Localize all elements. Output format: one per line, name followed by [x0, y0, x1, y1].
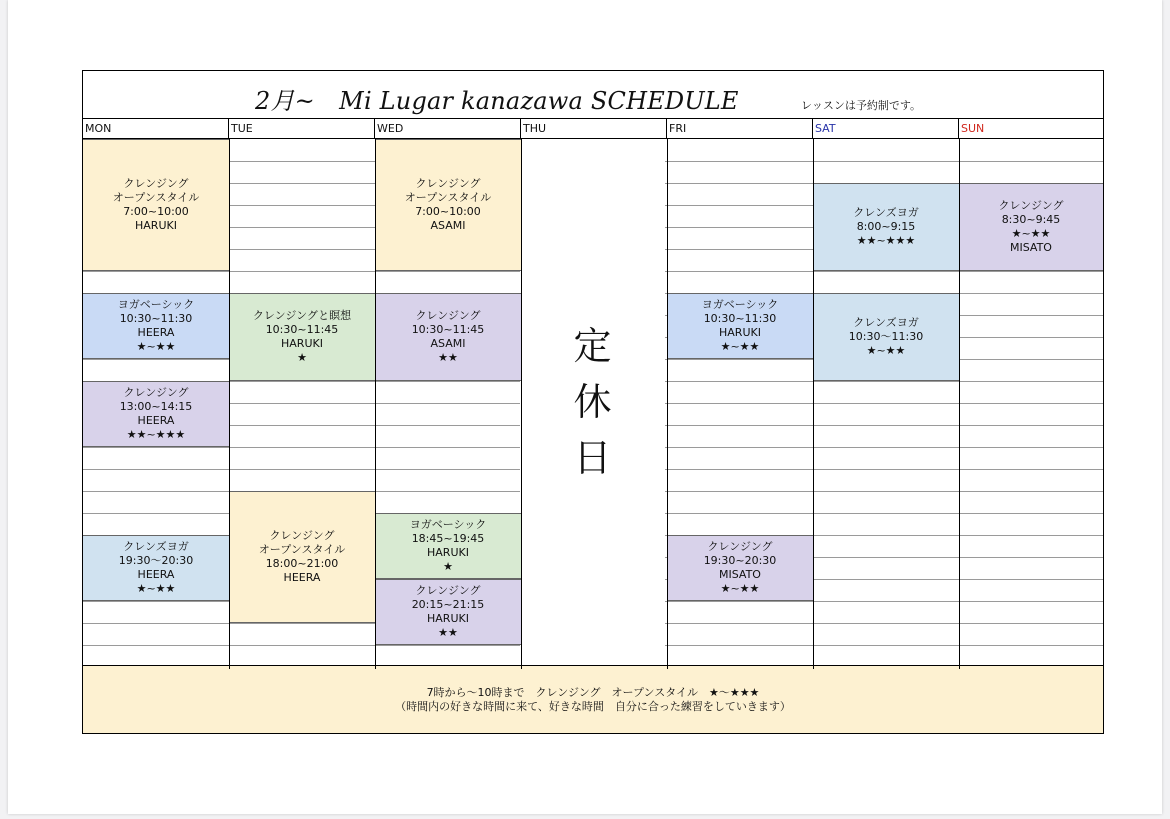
lesson-instructor: HEERA: [137, 326, 175, 339]
schedule-sheet: [82, 70, 1104, 734]
lesson-instructor: ASAMI: [430, 219, 466, 232]
grid-column-line: [521, 139, 522, 669]
lesson-title: クレンズヨガ: [853, 206, 919, 219]
lesson-title: クレンズヨガ: [853, 316, 919, 329]
lesson-instructor: HARUKI: [427, 546, 469, 559]
lesson-tue-1: [229, 293, 375, 381]
lesson-title: クレンジング: [415, 309, 481, 322]
lesson-title: クレンズヨガ: [123, 540, 189, 553]
lesson-level: ★★: [438, 351, 458, 364]
grid-column-line: [959, 139, 960, 669]
weekday-header: [83, 119, 1103, 139]
lesson-instructor: ASAMI: [430, 337, 466, 350]
closed-char-2: 休: [573, 380, 612, 424]
lesson-mon-2: [83, 293, 229, 359]
lesson-tue-2: [229, 491, 375, 623]
lesson-sun-1: [959, 183, 1103, 271]
lesson-instructor: HEERA: [137, 414, 175, 427]
lesson-mon-4: [83, 535, 229, 601]
grid-column-line: [667, 139, 668, 669]
lesson-level: ★~★★: [720, 582, 760, 595]
lesson-level: ★★~★★★: [856, 234, 916, 247]
lesson-subtitle: オープンスタイル: [258, 543, 346, 556]
lesson-title: クレンジング: [415, 177, 481, 190]
lesson-time: 18:00~21:00: [265, 557, 339, 570]
day-header-fri: FRI: [667, 119, 813, 138]
lesson-sat-2: [813, 293, 959, 381]
schedule-grid: [83, 139, 1103, 665]
lesson-subtitle: オープンスタイル: [404, 191, 492, 204]
lesson-title: クレンジング: [707, 540, 773, 553]
lesson-time: 10:30～11:30: [848, 330, 924, 343]
day-header-wed: WED: [375, 119, 521, 138]
lesson-level: ★: [443, 560, 453, 573]
lesson-level: ★~★★: [136, 340, 176, 353]
footer-line-1: 7時から～10時まで クレンジング オープンスタイル ★～★★★: [426, 685, 760, 699]
grid-column-line: [229, 139, 230, 669]
lesson-level: ★★: [438, 626, 458, 639]
lesson-instructor: MISATO: [1010, 241, 1052, 254]
lesson-wed-3: [375, 513, 521, 579]
lesson-wed-1: [375, 139, 521, 271]
lesson-subtitle: オープンスタイル: [112, 191, 200, 204]
closed-char-1: 定: [573, 324, 612, 368]
document-page: [8, 0, 1162, 814]
lesson-title: ヨガベーシック: [701, 298, 779, 311]
lesson-instructor: HARUKI: [719, 326, 761, 339]
grid-column-line: [813, 139, 814, 669]
lesson-wed-2: [375, 293, 521, 381]
lesson-time: 10:30~11:30: [119, 312, 193, 325]
lesson-title: クレンジングと瞑想: [252, 309, 352, 322]
lesson-mon-3: [83, 381, 229, 447]
day-header-mon: MON: [83, 119, 229, 138]
lesson-time: 19:30～20:30: [118, 554, 194, 567]
lesson-time: 13:00~14:15: [119, 400, 193, 413]
lesson-instructor: HARUKI: [427, 612, 469, 625]
lesson-fri-1: [667, 293, 813, 359]
day-header-tue: TUE: [229, 119, 375, 138]
closed-day-thu: [520, 139, 665, 665]
grid-column-line: [375, 139, 376, 669]
lesson-instructor: HEERA: [137, 568, 175, 581]
footer-note: [83, 665, 1103, 733]
lesson-level: ★~★★: [136, 582, 176, 595]
lesson-level: ★~★★: [866, 344, 906, 357]
lesson-wed-4: [375, 579, 521, 645]
lesson-title: クレンジング: [123, 177, 189, 190]
lesson-time: 8:00~9:15: [856, 220, 916, 233]
lesson-title: ヨガベーシック: [409, 518, 487, 531]
day-header-sun: SUN: [961, 122, 985, 135]
lesson-instructor: HARUKI: [281, 337, 323, 350]
reservation-note: レッスンは予約制です。: [801, 99, 922, 112]
day-header-thu: THU: [521, 119, 667, 138]
footer-line-2: （時間内の好きな時間に来て、好きな時間 自分に合った練習をしていきます）: [395, 699, 791, 713]
lesson-mon-1: [83, 139, 229, 271]
lesson-instructor: HEERA: [283, 571, 321, 584]
lesson-time: 8:30~9:45: [1001, 213, 1061, 226]
lesson-title: クレンジング: [269, 529, 335, 542]
lesson-title: クレンジング: [415, 584, 481, 597]
lesson-time: 18:45~19:45: [411, 532, 485, 545]
lesson-title: ヨガベーシック: [117, 298, 195, 311]
day-header-sat: SAT: [813, 119, 959, 138]
lesson-time: 10:30~11:30: [703, 312, 777, 325]
lesson-time: 20:15~21:15: [411, 598, 485, 611]
lesson-title: クレンジング: [123, 386, 189, 399]
lesson-fri-2: [667, 535, 813, 601]
lesson-time: 10:30~11:45: [265, 323, 339, 336]
lesson-level: ★: [297, 351, 307, 364]
lesson-level: ★~★★: [720, 340, 760, 353]
lesson-instructor: HARUKI: [135, 219, 177, 232]
closed-char-3: 日: [573, 436, 612, 480]
lesson-time: 7:00~10:00: [123, 205, 189, 218]
lesson-time: 7:00~10:00: [415, 205, 481, 218]
lesson-level: ★~★★: [1011, 227, 1051, 240]
lesson-level: ★★~★★★: [126, 428, 186, 441]
lesson-instructor: MISATO: [719, 568, 761, 581]
lesson-time: 19:30~20:30: [703, 554, 777, 567]
lesson-title: クレンジング: [998, 199, 1064, 212]
title-row: [83, 71, 1103, 119]
lesson-time: 10:30~11:45: [411, 323, 485, 336]
lesson-sat-1: [813, 183, 959, 271]
schedule-title: 2月~ Mi Lugar kanazawa SCHEDULE: [255, 87, 739, 115]
